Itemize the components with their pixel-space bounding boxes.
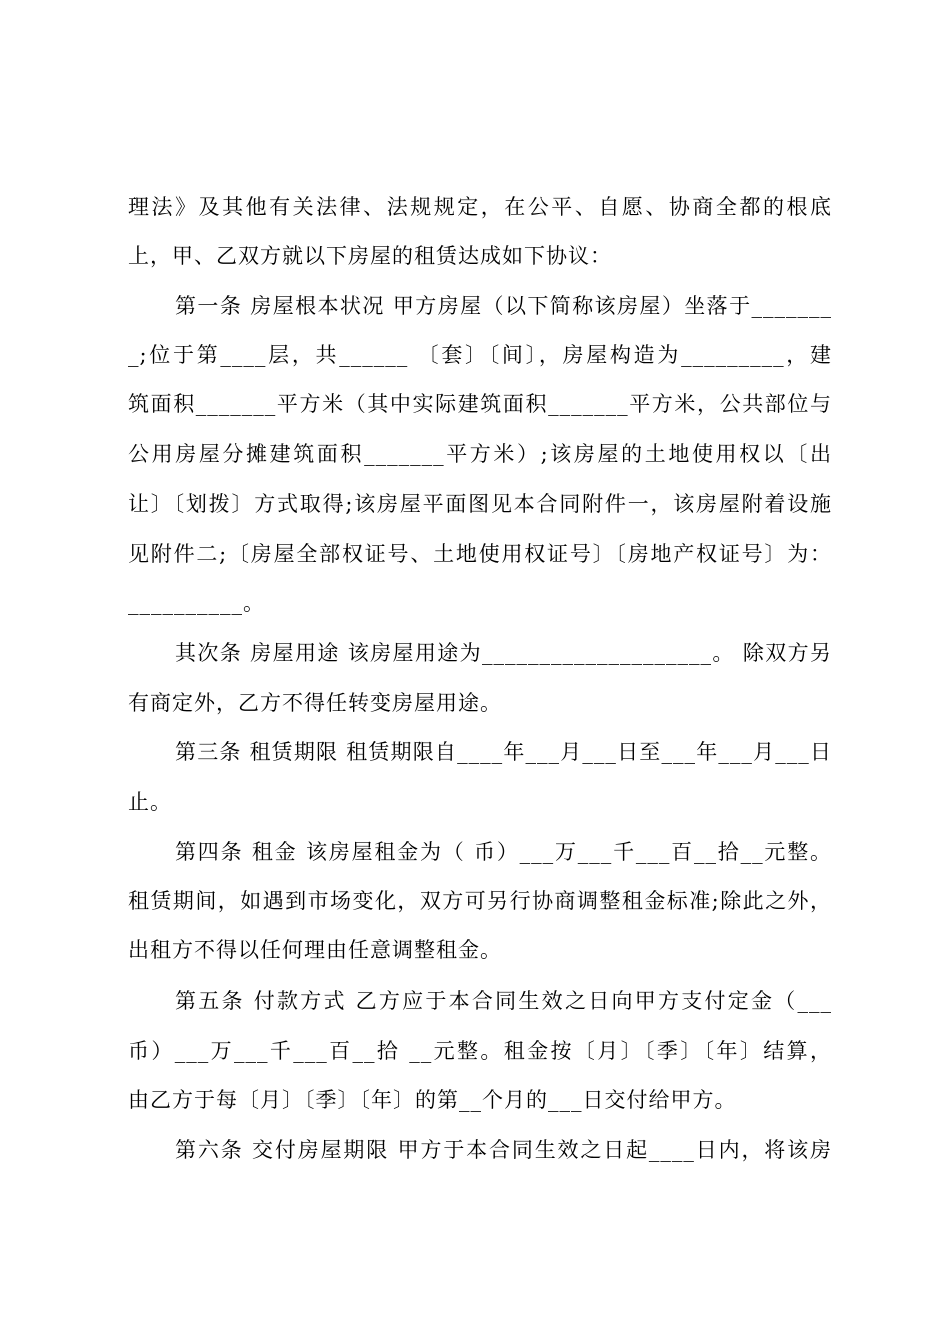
text-line: 止。 [128,790,172,814]
text-line: 公用房屋分摊建筑面积_______平方米）;该房屋的土地使用权以〔出 [128,442,832,466]
text-line: 第三条 租赁期限 租赁期限自____年___月___日至___年___月___日 [175,740,832,764]
text-line: 让〕〔划拨〕方式取得;该房屋平面图见本合同附件一，该房屋附着设施 [128,492,832,516]
text-line: 第一条 房屋根本状况 甲方房屋（以下简称该房屋）坐落于_______ [175,294,832,318]
text-line: __________。 [128,591,265,615]
text-line: 见附件二;〔房屋全部权证号、土地使用权证号〕〔房地产权证号〕为： [128,542,832,566]
text-line: 筑面积_______平方米（其中实际建筑面积_______平方米，公共部位与 [128,392,832,416]
text-line: 其次条 房屋用途 该房屋用途为____________________。 除双方另 [175,641,832,665]
text-line: 第六条 交付房屋期限 甲方于本合同生效之日起____日内，将该房 [175,1138,832,1162]
text-line: 有商定外，乙方不得任转变房屋用途。 [128,691,502,715]
text-line: 上，甲、乙双方就以下房屋的租赁达成如下协议： [128,244,612,268]
text-line: 租赁期间，如遇到市场变化，双方可另行协商调整租金标准;除此之外， [128,889,832,913]
text-line: 第四条 租金 该房屋租金为（ 币）___万___千___百__拾__元整。 [175,840,832,864]
text-line: 币）___万___千___百__拾 __元整。租金按〔月〕〔季〕〔年〕结算， [128,1039,832,1063]
text-line: 由乙方于每〔月〕〔季〕〔年〕的第__个月的___日交付给甲方。 [128,1088,737,1112]
text-line: 出租方不得以任何理由任意调整租金。 [128,938,502,962]
text-line: 理法》及其他有关法律、法规规定，在公平、自愿、协商全都的根底 [128,195,832,219]
text-line: 第五条 付款方式 乙方应于本合同生效之日向甲方支付定金（___ [175,989,832,1013]
text-line: _;位于第____层，共______ 〔套〕〔间〕，房屋构造为_________，建 [128,343,832,367]
